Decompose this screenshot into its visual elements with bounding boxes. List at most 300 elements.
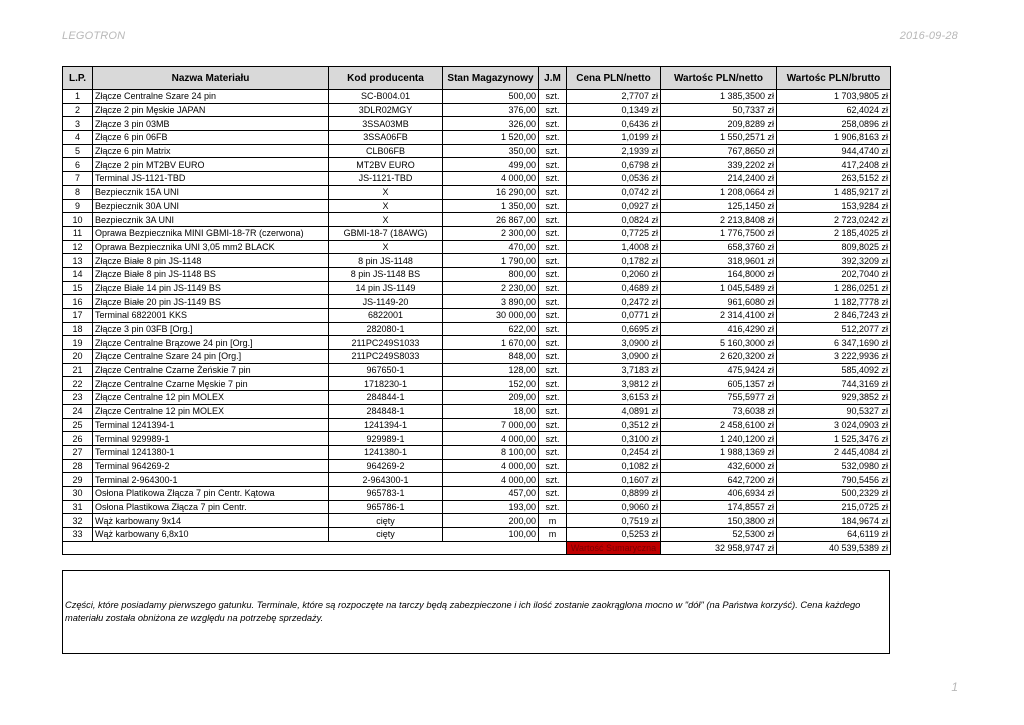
row-name: Złącze 2 pin Męskie JAPAN bbox=[93, 103, 329, 117]
row-stock: 457,00 bbox=[443, 486, 539, 500]
row-net: 1 776,7500 zł bbox=[661, 226, 777, 240]
row-unit: m bbox=[539, 528, 567, 542]
table-row bbox=[63, 309, 891, 323]
row-net: 1 045,5489 zł bbox=[661, 281, 777, 295]
row-net: 406,6934 zł bbox=[661, 486, 777, 500]
row-net: 164,8000 zł bbox=[661, 267, 777, 281]
row-code: 3SSA03MB bbox=[329, 117, 443, 131]
row-gross: 258,0896 zł bbox=[777, 117, 891, 131]
row-price: 0,1082 zł bbox=[567, 459, 661, 473]
row-gross: 1 906,8163 zł bbox=[777, 131, 891, 145]
row-unit: szt. bbox=[539, 295, 567, 309]
row-net: 1 988,1369 zł bbox=[661, 445, 777, 459]
row-gross: 417,2408 zł bbox=[777, 158, 891, 172]
row-stock: 30 000,00 bbox=[443, 309, 539, 323]
row-stock: 4 000,00 bbox=[443, 459, 539, 473]
row-stock: 1 350,00 bbox=[443, 199, 539, 213]
row-stock: 100,00 bbox=[443, 528, 539, 542]
row-code: X bbox=[329, 185, 443, 199]
row-price: 4,0891 zł bbox=[567, 404, 661, 418]
row-unit: szt. bbox=[539, 213, 567, 227]
row-net: 50,7337 zł bbox=[661, 103, 777, 117]
row-net: 339,2202 zł bbox=[661, 158, 777, 172]
note-text: Części, które posiadamy pierwszego gatunku. Terminale, które są rozpoczęte na tarczy będą zabezpieczone i ich ilość zostanie zaokrąglona mocno w "dół" (na Państwa korzyść). Cena każdego materiału została obniżona ze względu na potrzebę sprzedaży. bbox=[65, 600, 861, 623]
row-name: Terminal 1241380-1 bbox=[93, 445, 329, 459]
row-net: 73,6038 zł bbox=[661, 404, 777, 418]
row-unit: szt. bbox=[539, 500, 567, 514]
row-code: cięty bbox=[329, 514, 443, 528]
row-net: 1 240,1200 zł bbox=[661, 432, 777, 446]
row-code: 2-964300-1 bbox=[329, 473, 443, 487]
row-lp: 24 bbox=[63, 404, 93, 418]
row-name: Złącze Centralne Czarne Żeńskie 7 pin bbox=[93, 363, 329, 377]
row-gross: 2 723,0242 zł bbox=[777, 213, 891, 227]
row-name: Złącze 3 pin 03MB bbox=[93, 117, 329, 131]
row-unit: szt. bbox=[539, 336, 567, 350]
row-gross: 64,6119 zł bbox=[777, 528, 891, 542]
table-row bbox=[63, 267, 891, 281]
col-header-gross: Wartośc PLN/brutto bbox=[777, 67, 891, 90]
row-lp: 5 bbox=[63, 144, 93, 158]
row-gross: 512,2077 zł bbox=[777, 322, 891, 336]
row-net: 416,4290 zł bbox=[661, 322, 777, 336]
row-lp: 13 bbox=[63, 254, 93, 268]
table-row bbox=[63, 350, 891, 364]
row-unit: szt. bbox=[539, 363, 567, 377]
row-name: Złącze Białe 8 pin JS-1148 bbox=[93, 254, 329, 268]
row-gross: 1 182,7778 zł bbox=[777, 295, 891, 309]
row-price: 0,7519 zł bbox=[567, 514, 661, 528]
row-unit: szt. bbox=[539, 144, 567, 158]
row-unit: szt. bbox=[539, 459, 567, 473]
row-lp: 4 bbox=[63, 131, 93, 145]
col-header-name: Nazwa Materiału bbox=[93, 67, 329, 90]
row-net: 5 160,3000 zł bbox=[661, 336, 777, 350]
row-lp: 28 bbox=[63, 459, 93, 473]
table-row bbox=[63, 117, 891, 131]
row-gross: 263,5152 zł bbox=[777, 172, 891, 186]
row-price: 2,7707 zł bbox=[567, 90, 661, 104]
row-net: 150,3800 zł bbox=[661, 514, 777, 528]
row-price: 0,1607 zł bbox=[567, 473, 661, 487]
table-row bbox=[63, 144, 891, 158]
row-price: 3,0900 zł bbox=[567, 336, 661, 350]
row-name: Złącze Centralne 12 pin MOLEX bbox=[93, 391, 329, 405]
table-row bbox=[63, 172, 891, 186]
table-row bbox=[63, 418, 891, 432]
row-code: GBMI-18-7 (18AWG) bbox=[329, 226, 443, 240]
table-row bbox=[63, 103, 891, 117]
row-stock: 470,00 bbox=[443, 240, 539, 254]
row-gross: 184,9674 zł bbox=[777, 514, 891, 528]
row-price: 0,6436 zł bbox=[567, 117, 661, 131]
row-stock: 26 867,00 bbox=[443, 213, 539, 227]
row-stock: 376,00 bbox=[443, 103, 539, 117]
row-code: 1241394-1 bbox=[329, 418, 443, 432]
row-price: 2,1939 zł bbox=[567, 144, 661, 158]
row-gross: 790,5456 zł bbox=[777, 473, 891, 487]
row-price: 1,4008 zł bbox=[567, 240, 661, 254]
row-name: Terminal 929989-1 bbox=[93, 432, 329, 446]
row-net: 174,8557 zł bbox=[661, 500, 777, 514]
table-row bbox=[63, 322, 891, 336]
row-lp: 31 bbox=[63, 500, 93, 514]
row-lp: 32 bbox=[63, 514, 93, 528]
row-code: MT2BV EURO bbox=[329, 158, 443, 172]
page-number: 1 bbox=[951, 680, 958, 694]
row-lp: 20 bbox=[63, 350, 93, 364]
row-code: 284844-1 bbox=[329, 391, 443, 405]
table-row bbox=[63, 199, 891, 213]
row-code: X bbox=[329, 240, 443, 254]
row-name: Złącze Centralne 12 pin MOLEX bbox=[93, 404, 329, 418]
row-net: 52,5300 zł bbox=[661, 528, 777, 542]
row-gross: 1 525,3476 zł bbox=[777, 432, 891, 446]
table-row bbox=[63, 158, 891, 172]
row-name: Złącze 2 pin MT2BV EURO bbox=[93, 158, 329, 172]
col-header-code: Kod producenta bbox=[329, 67, 443, 90]
row-stock: 1 520,00 bbox=[443, 131, 539, 145]
row-price: 0,0927 zł bbox=[567, 199, 661, 213]
row-price: 0,2454 zł bbox=[567, 445, 661, 459]
row-stock: 326,00 bbox=[443, 117, 539, 131]
row-code: 284848-1 bbox=[329, 404, 443, 418]
row-price: 0,2472 zł bbox=[567, 295, 661, 309]
row-stock: 4 000,00 bbox=[443, 473, 539, 487]
row-gross: 62,4024 zł bbox=[777, 103, 891, 117]
summary-gross-total: 40 539,5389 zł bbox=[777, 541, 891, 555]
row-lp: 25 bbox=[63, 418, 93, 432]
table-row bbox=[63, 391, 891, 405]
row-unit: szt. bbox=[539, 350, 567, 364]
row-unit: szt. bbox=[539, 103, 567, 117]
row-net: 318,9601 zł bbox=[661, 254, 777, 268]
row-price: 3,9812 zł bbox=[567, 377, 661, 391]
row-code: 967650-1 bbox=[329, 363, 443, 377]
row-stock: 16 290,00 bbox=[443, 185, 539, 199]
row-net: 2 314,4100 zł bbox=[661, 309, 777, 323]
table-row bbox=[63, 254, 891, 268]
row-name: Terminal JS-1121-TBD bbox=[93, 172, 329, 186]
row-lp: 26 bbox=[63, 432, 93, 446]
row-lp: 14 bbox=[63, 267, 93, 281]
row-gross: 532,0980 zł bbox=[777, 459, 891, 473]
row-stock: 152,00 bbox=[443, 377, 539, 391]
row-unit: szt. bbox=[539, 404, 567, 418]
table-row bbox=[63, 500, 891, 514]
row-name: Oprawa Bezpiecznika MINI GBMI-18-7R (czerwona) bbox=[93, 226, 329, 240]
row-unit: szt. bbox=[539, 254, 567, 268]
summary-label: Wartość Sumaryczna bbox=[567, 541, 661, 555]
row-stock: 622,00 bbox=[443, 322, 539, 336]
row-name: Terminal 964269-2 bbox=[93, 459, 329, 473]
row-net: 2 213,8408 zł bbox=[661, 213, 777, 227]
row-lp: 6 bbox=[63, 158, 93, 172]
row-unit: szt. bbox=[539, 185, 567, 199]
row-unit: szt. bbox=[539, 418, 567, 432]
row-code: 3DLR02MGY bbox=[329, 103, 443, 117]
row-gross: 392,3209 zł bbox=[777, 254, 891, 268]
table-row bbox=[63, 185, 891, 199]
row-lp: 10 bbox=[63, 213, 93, 227]
row-stock: 18,00 bbox=[443, 404, 539, 418]
row-name: Złącze Centralne Czarne Męskie 7 pin bbox=[93, 377, 329, 391]
table-row bbox=[63, 514, 891, 528]
row-unit: szt. bbox=[539, 199, 567, 213]
row-name: Złącze Centralne Szare 24 pin [Org.] bbox=[93, 350, 329, 364]
row-price: 0,9060 zł bbox=[567, 500, 661, 514]
row-gross: 6 347,1690 zł bbox=[777, 336, 891, 350]
table-header-row bbox=[63, 67, 891, 90]
row-lp: 23 bbox=[63, 391, 93, 405]
row-stock: 1 670,00 bbox=[443, 336, 539, 350]
row-price: 0,0824 zł bbox=[567, 213, 661, 227]
row-code: 929989-1 bbox=[329, 432, 443, 446]
col-header-stock: Stan Magazynowy bbox=[443, 67, 539, 90]
row-net: 1 385,3500 zł bbox=[661, 90, 777, 104]
table-row bbox=[63, 377, 891, 391]
row-unit: szt. bbox=[539, 90, 567, 104]
col-header-unit: J.M bbox=[539, 67, 567, 90]
table-row bbox=[63, 445, 891, 459]
summary-net-total: 32 958,9747 zł bbox=[661, 541, 777, 555]
row-name: Osłona Platikowa Złącza 7 pin Centr. Kątowa bbox=[93, 486, 329, 500]
row-price: 0,7725 zł bbox=[567, 226, 661, 240]
row-unit: szt. bbox=[539, 240, 567, 254]
document-date: 2016-09-28 bbox=[899, 30, 958, 42]
row-price: 0,3100 zł bbox=[567, 432, 661, 446]
row-code: 211PC249S8033 bbox=[329, 350, 443, 364]
row-stock: 350,00 bbox=[443, 144, 539, 158]
row-price: 0,2060 zł bbox=[567, 267, 661, 281]
table-row bbox=[63, 528, 891, 542]
row-stock: 1 790,00 bbox=[443, 254, 539, 268]
row-gross: 2 445,4084 zł bbox=[777, 445, 891, 459]
row-gross: 944,4740 zł bbox=[777, 144, 891, 158]
row-stock: 499,00 bbox=[443, 158, 539, 172]
row-code: JS-1121-TBD bbox=[329, 172, 443, 186]
table-row bbox=[63, 213, 891, 227]
row-code: SC-B004.01 bbox=[329, 90, 443, 104]
row-gross: 585,4092 zł bbox=[777, 363, 891, 377]
row-unit: szt. bbox=[539, 172, 567, 186]
row-price: 3,0900 zł bbox=[567, 350, 661, 364]
row-gross: 202,7040 zł bbox=[777, 267, 891, 281]
row-gross: 1 485,9217 zł bbox=[777, 185, 891, 199]
row-unit: szt. bbox=[539, 486, 567, 500]
row-price: 0,5253 zł bbox=[567, 528, 661, 542]
row-unit: szt. bbox=[539, 226, 567, 240]
row-stock: 8 100,00 bbox=[443, 445, 539, 459]
row-net: 755,5977 zł bbox=[661, 391, 777, 405]
row-unit: szt. bbox=[539, 117, 567, 131]
row-gross: 1 703,9805 zł bbox=[777, 90, 891, 104]
row-price: 1,0199 zł bbox=[567, 131, 661, 145]
table-row bbox=[63, 459, 891, 473]
row-name: Bezpiecznik 30A UNI bbox=[93, 199, 329, 213]
row-name: Złącze 3 pin 03FB [Org.] bbox=[93, 322, 329, 336]
row-lp: 1 bbox=[63, 90, 93, 104]
row-name: Terminal 2-964300-1 bbox=[93, 473, 329, 487]
row-lp: 19 bbox=[63, 336, 93, 350]
row-stock: 7 000,00 bbox=[443, 418, 539, 432]
row-stock: 2 230,00 bbox=[443, 281, 539, 295]
row-gross: 3 222,9936 zł bbox=[777, 350, 891, 364]
summary-spacer bbox=[63, 541, 567, 555]
row-net: 605,1357 zł bbox=[661, 377, 777, 391]
row-name: Złącze Centralne Brązowe 24 pin [Org.] bbox=[93, 336, 329, 350]
row-name: Terminal 6822001 KKS bbox=[93, 309, 329, 323]
row-lp: 30 bbox=[63, 486, 93, 500]
row-net: 1 208,0664 zł bbox=[661, 185, 777, 199]
row-name: Wąż karbowany 6,8x10 bbox=[93, 528, 329, 542]
row-price: 0,0742 zł bbox=[567, 185, 661, 199]
row-net: 209,8289 zł bbox=[661, 117, 777, 131]
table-row bbox=[63, 131, 891, 145]
row-name: Złącze Białe 8 pin JS-1148 BS bbox=[93, 267, 329, 281]
col-header-price: Cena PLN/netto bbox=[567, 67, 661, 90]
table-row bbox=[63, 404, 891, 418]
row-gross: 809,8025 zł bbox=[777, 240, 891, 254]
row-name: Bezpiecznik 15A UNI bbox=[93, 185, 329, 199]
table-row bbox=[63, 432, 891, 446]
table-row bbox=[63, 281, 891, 295]
row-gross: 500,2329 zł bbox=[777, 486, 891, 500]
row-name: Złącze 6 pin Matrix bbox=[93, 144, 329, 158]
row-unit: szt. bbox=[539, 267, 567, 281]
row-net: 475,9424 zł bbox=[661, 363, 777, 377]
summary-row bbox=[63, 541, 891, 555]
row-code: 211PC249S1033 bbox=[329, 336, 443, 350]
row-name: Złącze 6 pin 06FB bbox=[93, 131, 329, 145]
row-stock: 4 000,00 bbox=[443, 172, 539, 186]
row-lp: 9 bbox=[63, 199, 93, 213]
row-price: 3,6153 zł bbox=[567, 391, 661, 405]
materials-table bbox=[62, 66, 891, 555]
row-code: X bbox=[329, 213, 443, 227]
row-net: 125,1450 zł bbox=[661, 199, 777, 213]
row-gross: 3 024,0903 zł bbox=[777, 418, 891, 432]
row-gross: 1 286,0251 zł bbox=[777, 281, 891, 295]
row-stock: 128,00 bbox=[443, 363, 539, 377]
row-gross: 2 846,7243 zł bbox=[777, 309, 891, 323]
row-unit: szt. bbox=[539, 281, 567, 295]
row-lp: 3 bbox=[63, 117, 93, 131]
row-code: CLB06FB bbox=[329, 144, 443, 158]
col-header-lp: L.P. bbox=[63, 67, 93, 90]
row-name: Wąż karbowany 9x14 bbox=[93, 514, 329, 528]
row-stock: 209,00 bbox=[443, 391, 539, 405]
row-stock: 500,00 bbox=[443, 90, 539, 104]
row-lp: 16 bbox=[63, 295, 93, 309]
row-gross: 90,5327 zł bbox=[777, 404, 891, 418]
row-price: 0,8899 zł bbox=[567, 486, 661, 500]
note-box bbox=[62, 570, 890, 654]
table-row bbox=[63, 90, 891, 104]
row-name: Oprawa Bezpiecznika UNI 3,05 mm2 BLACK bbox=[93, 240, 329, 254]
row-code: cięty bbox=[329, 528, 443, 542]
row-net: 1 550,2571 zł bbox=[661, 131, 777, 145]
row-stock: 4 000,00 bbox=[443, 432, 539, 446]
row-unit: m bbox=[539, 514, 567, 528]
row-lp: 21 bbox=[63, 363, 93, 377]
row-code: 8 pin JS-1148 bbox=[329, 254, 443, 268]
row-lp: 12 bbox=[63, 240, 93, 254]
row-net: 642,7200 zł bbox=[661, 473, 777, 487]
table-row bbox=[63, 295, 891, 309]
row-net: 658,3760 zł bbox=[661, 240, 777, 254]
row-lp: 2 bbox=[63, 103, 93, 117]
row-lp: 8 bbox=[63, 185, 93, 199]
row-stock: 2 300,00 bbox=[443, 226, 539, 240]
row-unit: szt. bbox=[539, 432, 567, 446]
table-row bbox=[63, 336, 891, 350]
table-body bbox=[63, 90, 891, 542]
table-row bbox=[63, 363, 891, 377]
row-unit: szt. bbox=[539, 391, 567, 405]
row-net: 2 620,3200 zł bbox=[661, 350, 777, 364]
row-unit: szt. bbox=[539, 445, 567, 459]
row-net: 432,6000 zł bbox=[661, 459, 777, 473]
row-net: 2 458,6100 zł bbox=[661, 418, 777, 432]
table-row bbox=[63, 226, 891, 240]
row-name: Terminal 1241394-1 bbox=[93, 418, 329, 432]
row-code: 282080-1 bbox=[329, 322, 443, 336]
row-unit: szt. bbox=[539, 322, 567, 336]
row-price: 3,7183 zł bbox=[567, 363, 661, 377]
row-price: 0,6798 zł bbox=[567, 158, 661, 172]
row-code: 3SSA06FB bbox=[329, 131, 443, 145]
row-gross: 215,0725 zł bbox=[777, 500, 891, 514]
row-lp: 18 bbox=[63, 322, 93, 336]
row-stock: 848,00 bbox=[443, 350, 539, 364]
row-gross: 744,3169 zł bbox=[777, 377, 891, 391]
row-name: Złącze Centralne Szare 24 pin bbox=[93, 90, 329, 104]
row-price: 0,6695 zł bbox=[567, 322, 661, 336]
row-code: 965783-1 bbox=[329, 486, 443, 500]
row-lp: 33 bbox=[63, 528, 93, 542]
row-lp: 22 bbox=[63, 377, 93, 391]
row-code: 6822001 bbox=[329, 309, 443, 323]
row-lp: 7 bbox=[63, 172, 93, 186]
row-price: 0,0771 zł bbox=[567, 309, 661, 323]
row-unit: szt. bbox=[539, 158, 567, 172]
row-code: 964269-2 bbox=[329, 459, 443, 473]
row-name: Złącze Białe 20 pin JS-1149 BS bbox=[93, 295, 329, 309]
row-name: Bezpiecznik 3A UNI bbox=[93, 213, 329, 227]
row-code: JS-1149-20 bbox=[329, 295, 443, 309]
row-stock: 193,00 bbox=[443, 500, 539, 514]
row-net: 767,8650 zł bbox=[661, 144, 777, 158]
row-price: 0,3512 zł bbox=[567, 418, 661, 432]
row-stock: 3 890,00 bbox=[443, 295, 539, 309]
row-stock: 800,00 bbox=[443, 267, 539, 281]
row-price: 0,4689 zł bbox=[567, 281, 661, 295]
row-net: 961,6080 zł bbox=[661, 295, 777, 309]
row-lp: 11 bbox=[63, 226, 93, 240]
row-lp: 27 bbox=[63, 445, 93, 459]
row-unit: szt. bbox=[539, 309, 567, 323]
row-gross: 153,9284 zł bbox=[777, 199, 891, 213]
row-unit: szt. bbox=[539, 131, 567, 145]
table-row bbox=[63, 240, 891, 254]
row-code: 965786-1 bbox=[329, 500, 443, 514]
row-price: 0,0536 zł bbox=[567, 172, 661, 186]
row-unit: szt. bbox=[539, 473, 567, 487]
row-code: 14 pin JS-1149 bbox=[329, 281, 443, 295]
row-price: 0,1349 zł bbox=[567, 103, 661, 117]
row-unit: szt. bbox=[539, 377, 567, 391]
